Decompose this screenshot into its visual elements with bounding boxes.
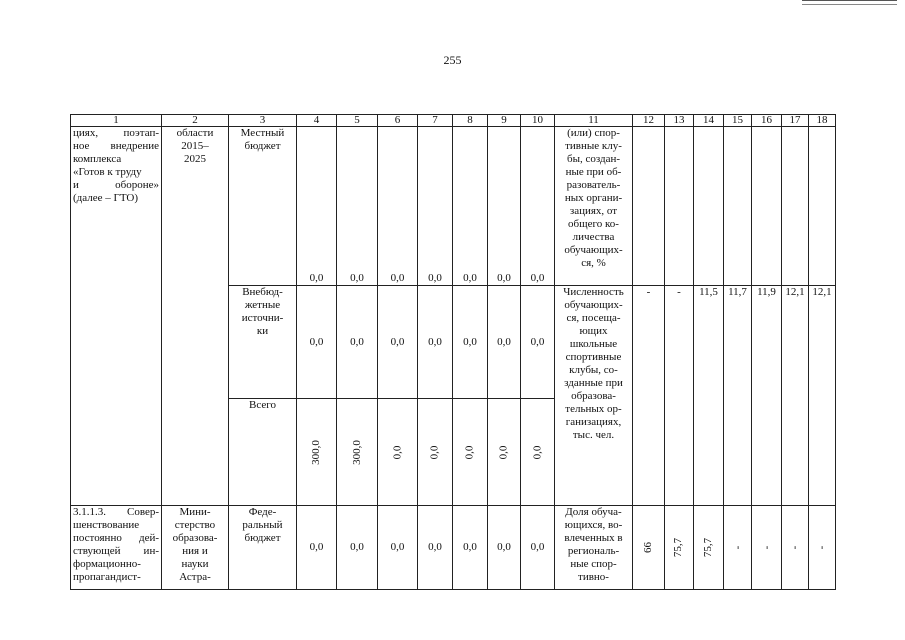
target-cell: 66: [633, 506, 665, 590]
value-cell: 0,0: [488, 127, 521, 286]
target-cell: [752, 127, 782, 286]
value-cell: 0,0: [521, 286, 555, 399]
target-cell: [665, 127, 694, 286]
page-number: 255: [443, 53, 462, 67]
value-cell: 0,0: [521, 506, 555, 590]
value-cell: 0,0: [453, 506, 488, 590]
target-cell: 11,9: [752, 286, 782, 506]
value-cell: 0,0: [521, 127, 555, 286]
value-cell: 0,0: [378, 286, 418, 399]
column-header: 9: [488, 115, 521, 127]
target-cell: 11,5: [694, 286, 724, 506]
target-cell: 12,1: [782, 286, 809, 506]
indicator-cell: Доля обуча- ющихся, во- влеченных в региональ- ные спор- тивно-: [555, 506, 633, 590]
target-cell: [633, 127, 665, 286]
executor-period-cell: области 2015– 2025: [162, 127, 229, 506]
value-cell: 0,0: [488, 399, 521, 506]
column-header: 16: [752, 115, 782, 127]
column-header: 4: [297, 115, 337, 127]
column-header: 13: [665, 115, 694, 127]
funding-source-cell: Всего: [229, 399, 297, 506]
value-cell: 0,0: [337, 127, 378, 286]
value-cell: 300,0: [297, 399, 337, 506]
activity-name-cell: циях, поэтап- ное внедрение комплекса «Готов к труду и обороне» (далее – ГТО): [71, 127, 162, 506]
value-cell: 0,0: [378, 506, 418, 590]
column-header: 1: [71, 115, 162, 127]
value-cell: 0,0: [453, 127, 488, 286]
target-cell: -: [752, 506, 782, 590]
target-cell: 75,7: [694, 506, 724, 590]
target-cell: [809, 127, 836, 286]
value-cell: 0,0: [418, 506, 453, 590]
executor-cell: Мини- стерство образова- ния и науки Астра-: [162, 506, 229, 590]
value-cell: 0,0: [453, 399, 488, 506]
column-header: 15: [724, 115, 752, 127]
value-cell: 0,0: [297, 286, 337, 399]
funding-source-cell: Внебюд- жетные источни- ки: [229, 286, 297, 399]
value-cell: 0,0: [418, 127, 453, 286]
column-number-row: [71, 115, 836, 127]
column-header: 8: [453, 115, 488, 127]
value-cell: 0,0: [453, 286, 488, 399]
target-cell: [724, 127, 752, 286]
value-cell: 0,0: [378, 127, 418, 286]
column-header: 18: [809, 115, 836, 127]
target-cell: -: [724, 506, 752, 590]
column-header: 11: [555, 115, 633, 127]
value-cell: 0,0: [418, 399, 453, 506]
indicator-cell: Численность обучающих- ся, посеща- ющих школьные спортивные клубы, со- зданные при образова- тельных ор- ганизациях, тыс. чел.: [555, 286, 633, 506]
funding-source-cell: Местный бюджет: [229, 127, 297, 286]
value-cell: 0,0: [488, 286, 521, 399]
table-row: [71, 506, 836, 590]
column-header: 17: [782, 115, 809, 127]
value-cell: 0,0: [521, 399, 555, 506]
value-cell: 0,0: [337, 286, 378, 399]
value-cell: 0,0: [488, 506, 521, 590]
column-header: 12: [633, 115, 665, 127]
value-cell: 0,0: [297, 127, 337, 286]
scan-edge-mark: [802, 0, 897, 5]
column-header: 6: [378, 115, 418, 127]
value-cell: 0,0: [297, 506, 337, 590]
column-header: 5: [337, 115, 378, 127]
column-header: 7: [418, 115, 453, 127]
target-cell: -: [665, 286, 694, 506]
value-cell: 0,0: [418, 286, 453, 399]
table-row: [71, 127, 836, 286]
target-cell: [694, 127, 724, 286]
indicator-cell: (или) спор- тивные клу- бы, создан- ные при об- разователь- ных органи- зациях, от общего ко- личества обучающих- ся, %: [555, 127, 633, 286]
target-cell: 11,7: [724, 286, 752, 506]
column-header: 2: [162, 115, 229, 127]
budget-table: [70, 114, 836, 590]
value-cell: 0,0: [378, 399, 418, 506]
funding-source-cell: Феде- ральный бюджет: [229, 506, 297, 590]
value-cell: 0,0: [337, 506, 378, 590]
value-cell: 300,0: [337, 399, 378, 506]
column-header: 10: [521, 115, 555, 127]
target-cell: -: [633, 286, 665, 506]
target-cell: 12,1: [809, 286, 836, 506]
target-cell: -: [782, 506, 809, 590]
target-cell: -: [809, 506, 836, 590]
activity-name-cell: 3.1.1.3. Совер- шенствование постоянно дей- ствующей ин- формационно- пропагандист-: [71, 506, 162, 590]
column-header: 14: [694, 115, 724, 127]
target-cell: 75,7: [665, 506, 694, 590]
column-header: 3: [229, 115, 297, 127]
target-cell: [782, 127, 809, 286]
